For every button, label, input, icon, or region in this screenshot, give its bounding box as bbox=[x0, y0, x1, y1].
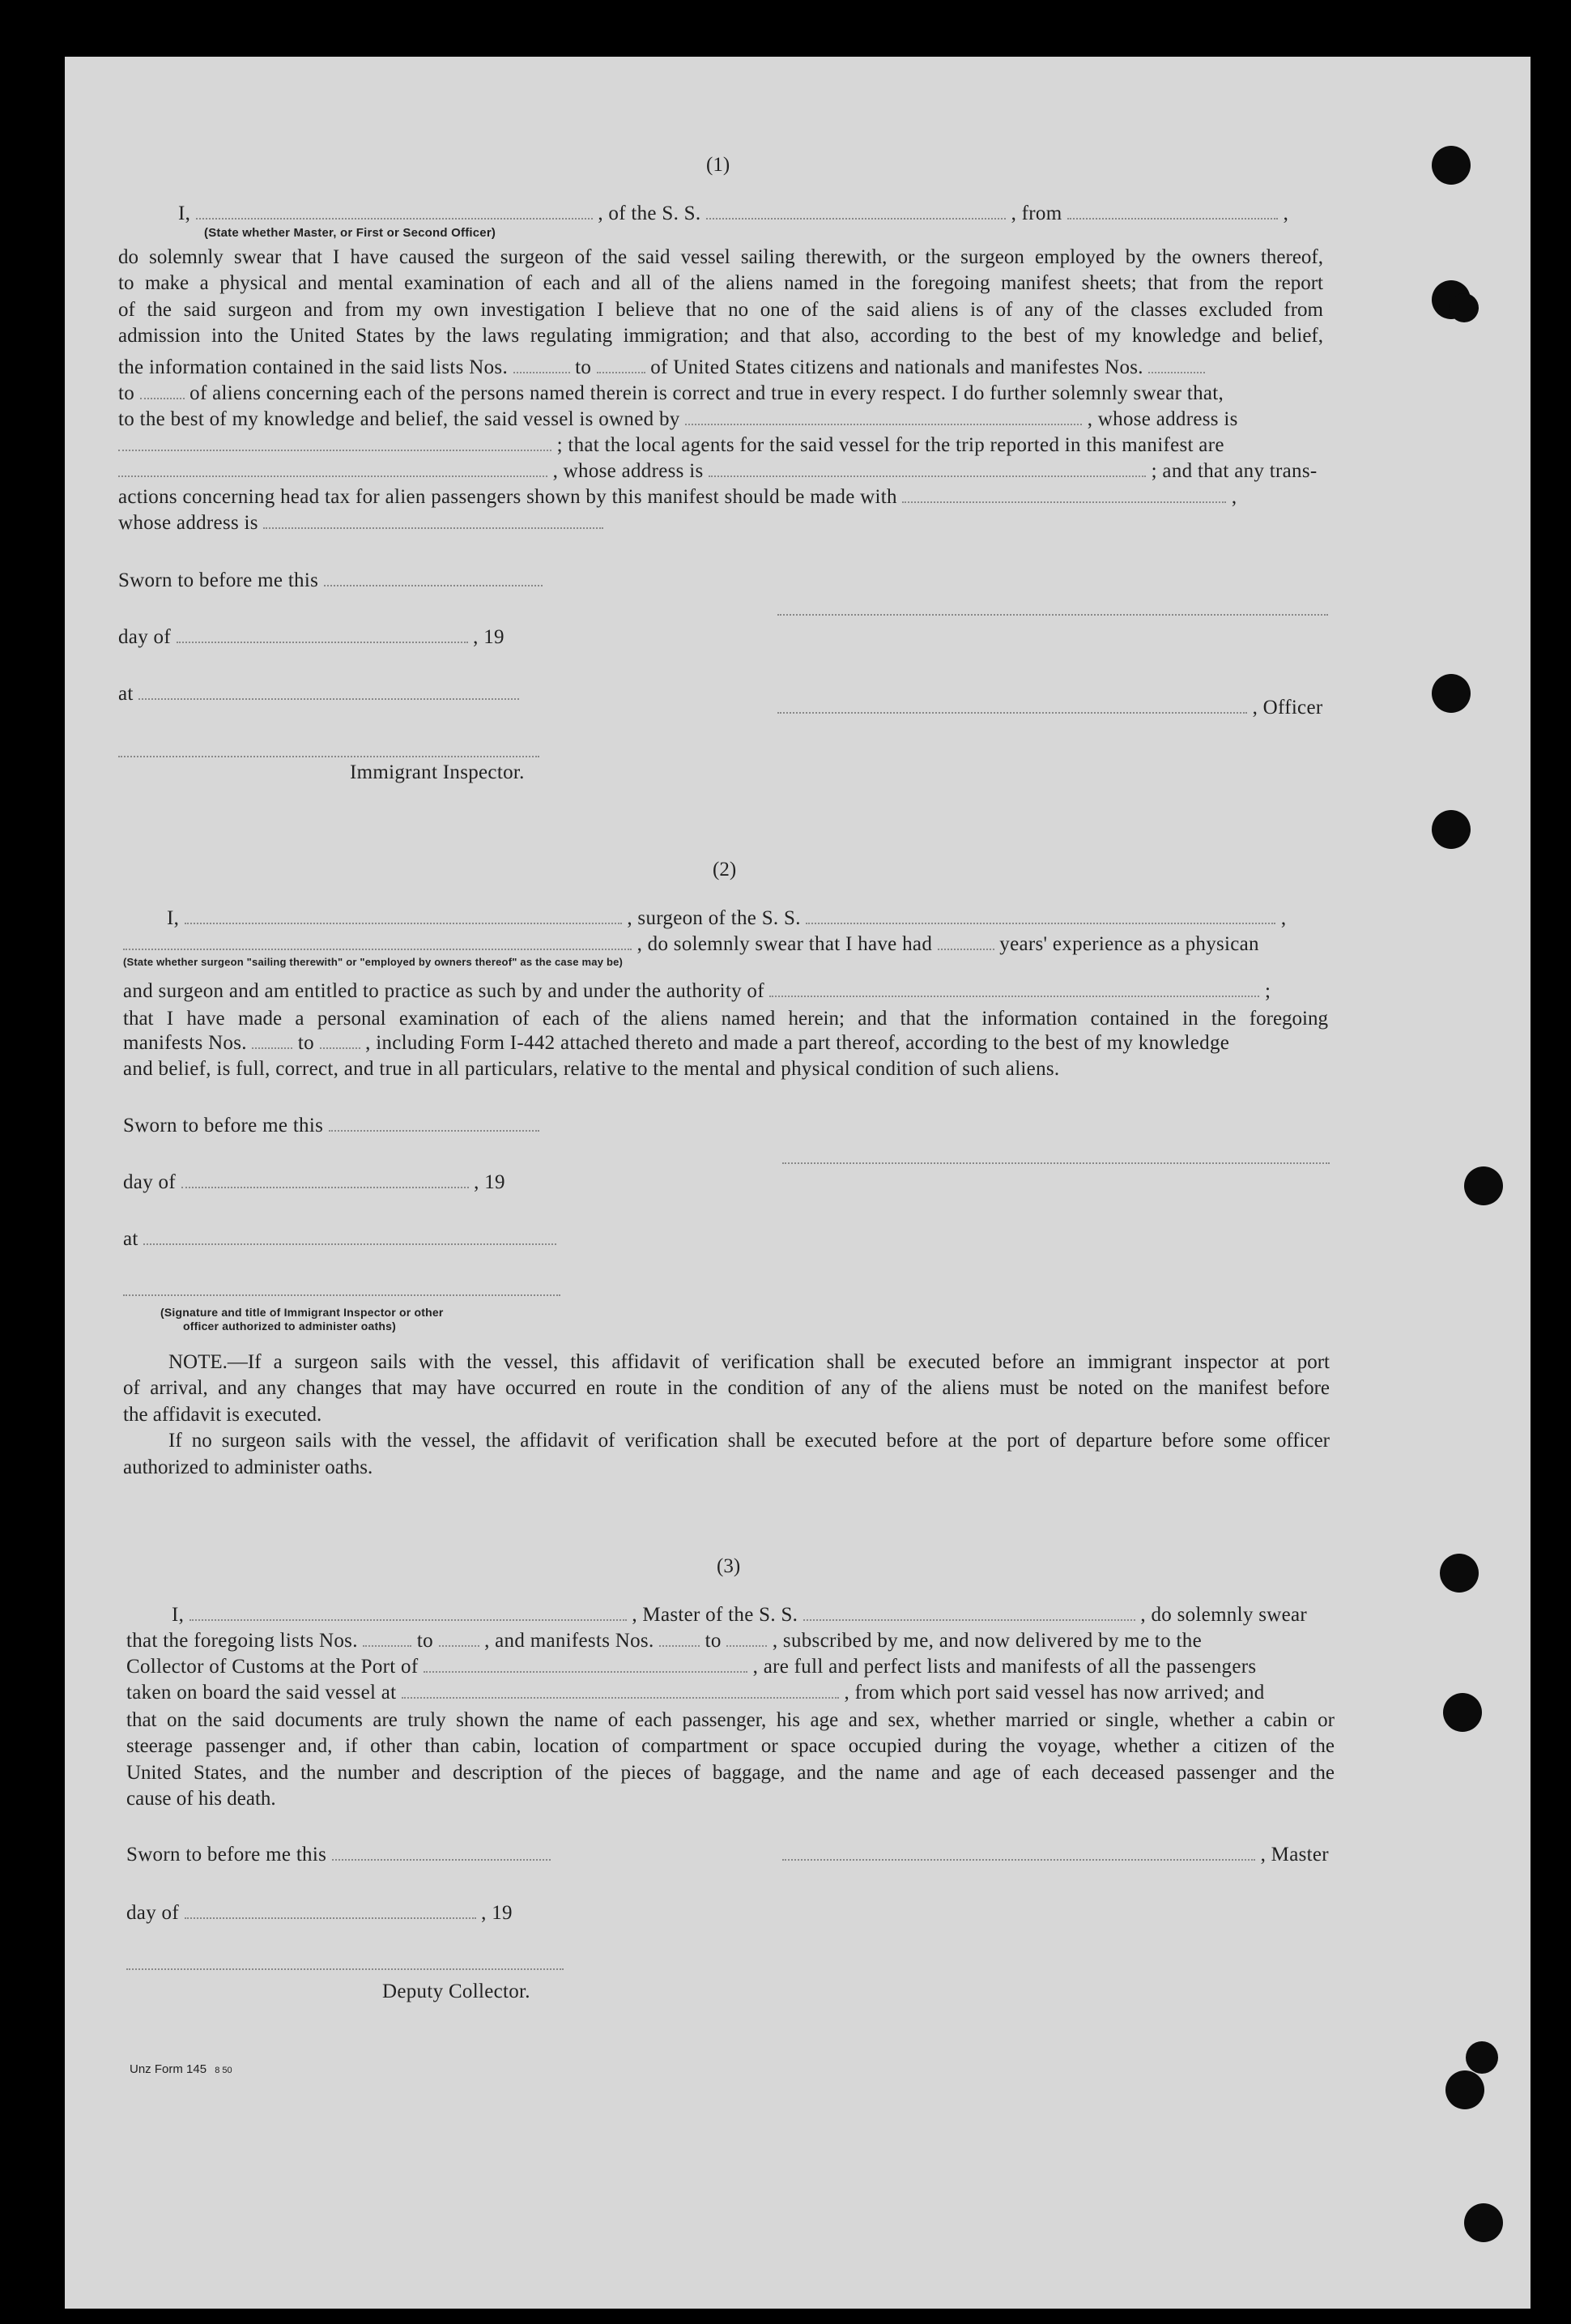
s1-actions-line bbox=[118, 486, 1237, 509]
note-line: authorized to administer oaths. bbox=[123, 1456, 373, 1478]
s3-body-line: steerage passenger and, if other than cabin, location of compartment or space occupied during the voyage, whether a citizen of the bbox=[126, 1735, 1335, 1758]
s2-manifests-to-field[interactable] bbox=[320, 1033, 360, 1049]
s3-solemnly: , do solemnly swear bbox=[1140, 1604, 1308, 1626]
s2-manifests-to: to bbox=[297, 1032, 314, 1054]
s2-solemnly: , do solemnly swear that I have had bbox=[636, 933, 933, 955]
surgeon-status-field[interactable] bbox=[123, 934, 632, 950]
s3-master-name-field[interactable] bbox=[189, 1605, 627, 1621]
s3-collector-line bbox=[126, 1656, 1256, 1678]
s3-lists-to-field[interactable] bbox=[439, 1631, 479, 1647]
s1-officer-note: (State whether Master, or First or Second Officer) bbox=[204, 226, 496, 240]
master-name-field[interactable] bbox=[196, 203, 593, 220]
s3-day-field[interactable] bbox=[185, 1903, 476, 1919]
s3-manifests-from-field[interactable] bbox=[659, 1631, 700, 1647]
manifests-from-field[interactable] bbox=[1148, 357, 1205, 373]
punch-hole bbox=[1450, 293, 1479, 322]
s3-sworn-field[interactable] bbox=[332, 1844, 551, 1861]
s3-body bbox=[126, 1708, 1335, 1813]
s1-day-of bbox=[118, 626, 505, 649]
s2-at-text: at bbox=[123, 1228, 138, 1250]
form-number bbox=[130, 2062, 232, 2076]
s1-sworn-field[interactable] bbox=[324, 570, 543, 586]
head-tax-address-field[interactable] bbox=[263, 513, 603, 529]
section-2-number: (2) bbox=[713, 859, 737, 881]
s2-day-field[interactable] bbox=[181, 1172, 469, 1188]
s1-of-ss: , of the S. S. bbox=[598, 203, 701, 224]
from-port-field[interactable] bbox=[1067, 203, 1278, 220]
s1-officer-line bbox=[777, 697, 1322, 719]
section-1-number: (1) bbox=[706, 154, 730, 176]
punch-hole bbox=[1445, 2070, 1484, 2109]
authority-field[interactable] bbox=[769, 981, 1259, 997]
s1-local-agents: ; that the local agents for the said vessel for the trip reported in this manifest are bbox=[556, 434, 1224, 456]
s1-at-text: at bbox=[118, 683, 134, 705]
s2-manifests-text-b: , including Form I-442 attached thereto and made a part thereof, according to the best of my knowledge bbox=[365, 1032, 1230, 1054]
s1-info-to: to bbox=[575, 356, 592, 378]
punch-hole bbox=[1432, 146, 1471, 185]
s1-i: I, bbox=[178, 203, 191, 224]
s1-agents-line bbox=[118, 434, 1224, 457]
note-line: If no surgeon sails with the vessel, the affidavit of verification shall be executed before at the port of departure before some officer bbox=[168, 1430, 1330, 1452]
note-line: NOTE.—If a surgeon sails with the vessel, this affidavit of verification shall be executed before an immigrant inspector at port bbox=[168, 1351, 1330, 1373]
s2-sworn-field[interactable] bbox=[329, 1115, 539, 1132]
form-number-text: Unz Form 145 bbox=[130, 2062, 207, 2076]
s2-surgeon-of: , surgeon of the S. S. bbox=[627, 907, 801, 929]
s1-body-line: admission into the United States by the laws regulating immigration; and that also, according to the best of my knowledge and belief, bbox=[118, 325, 1323, 348]
s3-collector-text: Collector of Customs at the Port of bbox=[126, 1656, 419, 1678]
s2-sworn-text: Sworn to before me this bbox=[123, 1115, 324, 1136]
punch-hole bbox=[1432, 810, 1471, 849]
s1-inspector-line[interactable] bbox=[118, 756, 539, 757]
s3-body-line: United States, and the number and description of the pieces of baggage, and the name and age of each deceased passenger and the bbox=[126, 1761, 1335, 1784]
s1-body bbox=[118, 245, 1323, 350]
s2-signature-line[interactable] bbox=[782, 1162, 1330, 1164]
head-tax-party-field[interactable] bbox=[902, 487, 1226, 503]
s1-whose-address: , whose address is bbox=[1087, 408, 1238, 430]
s3-day-of-text: day of bbox=[126, 1902, 179, 1924]
s2-line-2 bbox=[123, 933, 1259, 956]
s3-lists-text-c: , subscribed by me, and now delivered by me to the bbox=[772, 1630, 1202, 1652]
s2-year-text: , 19 bbox=[474, 1171, 505, 1193]
punch-hole bbox=[1464, 1166, 1503, 1205]
s1-to-text-b: of aliens concerning each of the persons named therein is correct and true in every respect. I do further solemnly swear that, bbox=[189, 382, 1224, 404]
note-line: the affidavit is executed. bbox=[123, 1403, 322, 1426]
s3-sworn-text: Sworn to before me this bbox=[126, 1844, 327, 1866]
lists-to-field[interactable] bbox=[597, 357, 645, 373]
s3-line-1 bbox=[172, 1604, 1307, 1627]
s2-note-paragraph bbox=[123, 1350, 1330, 1481]
vessel-name-field[interactable] bbox=[706, 203, 1006, 220]
s1-sworn-text: Sworn to before me this bbox=[118, 569, 319, 591]
s3-from-port-text: , from which port said vessel has now arrived; and bbox=[844, 1682, 1265, 1704]
s3-master-of: , Master of the S. S. bbox=[632, 1604, 798, 1626]
form-code-text: 8 50 bbox=[215, 2066, 232, 2075]
s2-years: years' experience as a physican bbox=[999, 933, 1259, 955]
s3-taken-text: taken on board the said vessel at bbox=[126, 1682, 397, 1704]
s1-inspector: Immigrant Inspector. bbox=[350, 761, 525, 783]
note-line: of arrival, and any changes that may have occurred en route in the condition of any of the aliens must be noted on the manifest before bbox=[123, 1377, 1330, 1400]
s1-line-1: I, , of the S. S. , from , bbox=[178, 203, 1289, 224]
s2-i: I, bbox=[167, 907, 180, 929]
s3-lists-from-field[interactable] bbox=[363, 1631, 411, 1647]
s2-comma: , bbox=[1280, 907, 1287, 929]
s1-from: , from bbox=[1011, 203, 1062, 224]
s1-body-line: of the said surgeon and from my own investigation I believe that no one of the said aliens is of any of the classes excluded from bbox=[118, 298, 1323, 321]
s2-inspector-line[interactable] bbox=[123, 1294, 560, 1296]
punch-hole bbox=[1466, 2041, 1498, 2074]
s2-entitled-text: and surgeon and am entitled to practice as such by and under the authority of bbox=[123, 980, 764, 1002]
s1-owned-text: to the best of my knowledge and belief, the said vessel is owned by bbox=[118, 408, 680, 430]
s3-lists-to-2: to bbox=[705, 1630, 722, 1652]
s3-master-text: , Master bbox=[1260, 1844, 1329, 1866]
s2-manifests-line bbox=[123, 1032, 1229, 1055]
s2-vessel-field[interactable] bbox=[806, 908, 1275, 924]
s2-status-note: (State whether surgeon "sailing therewith" or "employed by owners thereof" as the case may be) bbox=[123, 956, 624, 968]
s2-semicolon: ; bbox=[1264, 980, 1271, 1002]
s2-sworn bbox=[123, 1115, 539, 1137]
s3-vessel-field[interactable] bbox=[803, 1605, 1135, 1621]
surgeon-name-field[interactable] bbox=[185, 908, 622, 924]
s1-owned-line bbox=[118, 408, 1238, 431]
s1-signature-line[interactable] bbox=[777, 614, 1328, 616]
s1-body-line: do solemnly swear that I have caused the surgeon of the said vessel sailing therewith, or the surgeon employed by the owners thereof, bbox=[118, 246, 1323, 268]
section-3-number: (3) bbox=[717, 1555, 741, 1577]
s2-day-of bbox=[123, 1171, 505, 1194]
s3-body-line: that on the said documents are truly shown the name of each passenger, his age and sex, whether married or single, whether a cabin or bbox=[126, 1709, 1335, 1731]
s2-line-1 bbox=[167, 907, 1286, 930]
s1-actions-text: actions concerning head tax for alien passengers shown by this manifest should be made with bbox=[118, 486, 897, 508]
s3-deputy: Deputy Collector. bbox=[382, 1981, 530, 2002]
s2-manifests-text: manifests Nos. bbox=[123, 1032, 247, 1054]
s1-whose-address-2: , whose address is bbox=[552, 460, 704, 482]
s3-lists-text-b: , and manifests Nos. bbox=[484, 1630, 654, 1652]
s1-body-line: to make a physical and mental examination of each and all of the aliens named in the foregoing manifest sheets; that from the report bbox=[118, 272, 1323, 295]
s2-body3: and belief, is full, correct, and true in all particulars, relative to the mental and physical condition of such aliens. bbox=[123, 1058, 1060, 1080]
s3-full-text: , are full and perfect lists and manifests of all the passengers bbox=[752, 1656, 1257, 1678]
s1-whose-address-3: whose address is bbox=[118, 512, 258, 534]
s1-comma: , bbox=[1231, 486, 1237, 508]
punch-hole bbox=[1440, 1554, 1479, 1593]
s3-master-signature-field[interactable] bbox=[782, 1844, 1255, 1861]
s1-agents-addr-line bbox=[118, 460, 1317, 483]
s2-at-field[interactable] bbox=[143, 1229, 556, 1245]
owner-address-field[interactable] bbox=[118, 435, 551, 451]
s1-info-text: the information contained in the said lists Nos. bbox=[118, 356, 508, 378]
s3-manifests-to-field[interactable] bbox=[726, 1631, 767, 1647]
punch-hole bbox=[1432, 674, 1471, 713]
s1-info-text-b: of United States citizens and nationals and manifestes Nos. bbox=[650, 356, 1143, 378]
s3-i: I, bbox=[172, 1604, 185, 1626]
agents-field[interactable] bbox=[118, 461, 547, 477]
s2-day-of-text: day of bbox=[123, 1171, 176, 1193]
agents-address-field[interactable] bbox=[709, 461, 1146, 477]
s3-lists-line bbox=[126, 1630, 1202, 1652]
s1-at bbox=[118, 683, 519, 706]
s2-body bbox=[123, 1006, 1328, 1032]
s1-any-trans: ; and that any trans- bbox=[1151, 460, 1318, 482]
s3-body-line: cause of his death. bbox=[126, 1788, 276, 1810]
s3-sworn bbox=[126, 1844, 551, 1866]
owner-field[interactable] bbox=[685, 409, 1082, 425]
lists-from-field[interactable] bbox=[513, 357, 570, 373]
s1-officer-text: , Officer bbox=[1252, 697, 1323, 719]
s2-body-line: that I have made a personal examination of each of the aliens named herein; and that the information contained in the foregoing bbox=[123, 1008, 1328, 1030]
s3-year-text: , 19 bbox=[481, 1902, 513, 1924]
s2-sig-note-2: officer authorized to administer oaths) bbox=[183, 1320, 396, 1333]
years-experience-field[interactable] bbox=[938, 934, 994, 950]
s1-day-of-text: day of bbox=[118, 626, 171, 648]
s1-sworn bbox=[118, 569, 543, 592]
s1-to-line bbox=[118, 382, 1224, 405]
s3-deputy-line[interactable] bbox=[126, 1968, 564, 1970]
s1-day-field[interactable] bbox=[177, 627, 468, 643]
embark-port-field[interactable] bbox=[402, 1682, 839, 1699]
s3-day-of bbox=[126, 1902, 513, 1925]
s1-whose-line bbox=[118, 512, 603, 535]
manifests-to-field[interactable] bbox=[140, 383, 185, 399]
s2-sig-note-1: (Signature and title of Immigrant Inspector or other bbox=[160, 1306, 444, 1319]
punch-hole bbox=[1464, 2203, 1503, 2242]
s3-lists-text: that the foregoing lists Nos. bbox=[126, 1630, 358, 1652]
s1-year-text: , 19 bbox=[473, 626, 505, 648]
officer-signature-field[interactable] bbox=[777, 697, 1247, 714]
s2-entitled-line bbox=[123, 980, 1271, 1003]
s2-manifests-from-field[interactable] bbox=[252, 1033, 292, 1049]
port-field[interactable] bbox=[424, 1657, 747, 1673]
s3-master-line bbox=[782, 1844, 1329, 1866]
s1-to-text: to bbox=[118, 382, 135, 404]
s1-info-line bbox=[118, 356, 1205, 379]
punch-hole bbox=[1443, 1693, 1482, 1732]
s1-at-field[interactable] bbox=[138, 684, 519, 700]
s2-at bbox=[123, 1228, 556, 1251]
s3-taken-line bbox=[126, 1682, 1265, 1704]
s3-lists-to: to bbox=[416, 1630, 433, 1652]
